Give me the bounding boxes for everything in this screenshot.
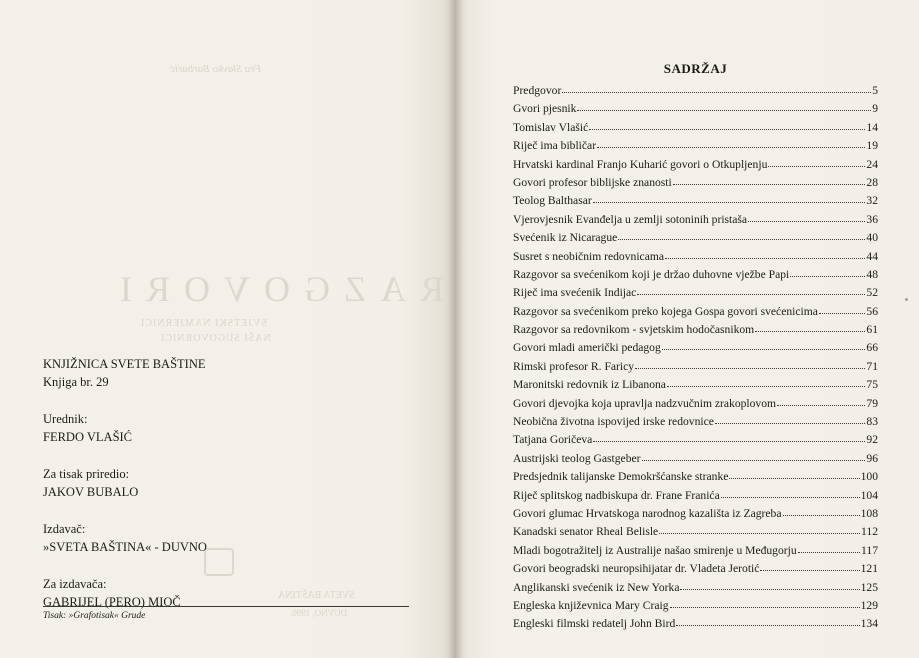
toc-entry (513, 487, 878, 505)
toc-entry-page: 125 (860, 580, 878, 594)
imprint-value: FERDO VLAŠIĆ (43, 430, 133, 444)
toc-entry-page: 100 (860, 470, 878, 484)
toc-list (513, 82, 878, 634)
toc-entry-page: 5 (872, 84, 878, 97)
toc-leader-dots (667, 376, 865, 387)
toc-leader-dots (562, 82, 871, 93)
toc-entry-title: Neobična životna ispovijed irske redovnice (513, 415, 714, 429)
toc-entry (513, 505, 878, 523)
toc-entry (513, 376, 878, 394)
toc-entry-title: Govori djevojka koja upravlja nadzvučnim zrakoplovom (513, 396, 777, 410)
toc-entry-title: Govori glumac Hrvatskoga narodnog kazališta iz Zagreba (513, 506, 782, 520)
toc-entry (513, 597, 878, 615)
toc-entry-page: 48 (866, 267, 878, 281)
toc-entry-page: 24 (866, 157, 878, 171)
toc-leader-dots (659, 523, 860, 534)
imprint-series (43, 355, 423, 391)
toc-entry (513, 560, 878, 578)
toc-entry (513, 615, 878, 633)
toc-leader-dots (798, 542, 860, 553)
toc-entry-title: Tomislav Vlašić (513, 120, 589, 134)
toc-entry-page: 9 (872, 102, 878, 116)
imprint-publisher (43, 520, 423, 556)
bleed-through-text: DUVNO, 1990. (290, 608, 348, 618)
toc-entry-title: Riječ ima svećenik Indijac (513, 286, 637, 300)
toc-entry (513, 266, 878, 284)
toc-leader-dots (790, 266, 865, 277)
toc-entry-title: Predgovor (513, 84, 562, 97)
toc-entry-title: Riječ ima bibličar (513, 139, 597, 153)
toc-entry (513, 211, 878, 229)
toc-leader-dots (673, 174, 866, 185)
toc-entry (513, 358, 878, 376)
toc-entry-title: Vjerovjesnik Evanđelja u zemlji sotoninih pristaša (513, 212, 748, 226)
table-of-contents (513, 60, 878, 634)
toc-leader-dots (589, 119, 865, 130)
toc-entry (513, 119, 878, 137)
toc-leader-dots (670, 597, 860, 608)
imprint-label: Urednik: (43, 412, 88, 426)
toc-entry-page: 104 (860, 488, 878, 502)
toc-leader-dots (593, 431, 865, 442)
toc-leader-dots (715, 413, 866, 424)
toc-entry-title: Tatjana Goričeva (513, 433, 593, 447)
toc-entry-title: Teolog Balthasar (513, 194, 592, 208)
toc-entry (513, 156, 878, 174)
toc-entry-page: 134 (860, 617, 878, 631)
toc-entry-title: Govori mladi američki pedagog (513, 341, 661, 355)
imprint-block (43, 355, 423, 630)
toc-entry (513, 100, 878, 118)
toc-entry (513, 137, 878, 155)
toc-entry-page: 75 (866, 378, 878, 392)
toc-leader-dots (635, 358, 865, 369)
toc-entry-title: Engleski filmski redatelj John Bird (513, 617, 676, 631)
toc-leader-dots (777, 395, 865, 406)
bleed-through-text: SVETA BAŠTINA (278, 590, 355, 601)
toc-leader-dots (783, 505, 860, 516)
toc-entry (513, 523, 878, 541)
toc-entry-page: 71 (866, 359, 878, 373)
imprint-label: Izdavač: (43, 522, 86, 536)
toc-entry (513, 579, 878, 597)
toc-entry (513, 174, 878, 192)
toc-leader-dots (665, 248, 865, 259)
toc-entry-title: Hrvatski kardinal Franjo Kuharić govori o Otkupljenju (513, 157, 768, 171)
toc-entry (513, 450, 878, 468)
toc-leader-dots (662, 339, 866, 350)
toc-entry-page: 112 (861, 525, 878, 539)
toc-entry (513, 229, 878, 247)
toc-leader-dots (755, 321, 865, 332)
toc-entry-page: 66 (866, 341, 878, 355)
toc-title: SADRŽAJ (663, 61, 728, 76)
imprint-value: »SVETA BAŠTINA« - DUVNO (43, 540, 207, 554)
printer-credit: Tisak: »Grafotisak« Grude (43, 611, 146, 621)
bleed-through-text: SVJETSKI NAMJERNICI (140, 318, 268, 329)
toc-entry-title: Razgovor sa redovnikom - svjetskim hodočasnikom (513, 323, 755, 337)
toc-entry (513, 542, 878, 560)
toc-entry-title: Mladi bogotražitelj iz Australije našao smirenje u Međugorju (513, 543, 797, 557)
bleed-through-title: RAZGOVORI (106, 269, 444, 309)
toc-entry (513, 248, 878, 266)
toc-leader-dots (597, 137, 865, 148)
toc-entry (513, 82, 878, 100)
toc-leader-dots (676, 615, 859, 626)
toc-entry-title: Kanadski senator Rheal Belisle (513, 525, 659, 539)
toc-leader-dots (577, 100, 871, 111)
toc-entry-page: 108 (860, 506, 878, 520)
toc-entry-page: 117 (861, 543, 878, 557)
toc-entry-page: 79 (866, 396, 878, 410)
toc-entry-page: 56 (866, 304, 878, 318)
toc-entry-title: Anglikanski svećenik iz New Yorka (513, 580, 680, 594)
imprint-value: Knjiga br. 29 (43, 375, 109, 389)
toc-entry-title: Rimski profesor R. Faricy (513, 359, 635, 373)
toc-entry-page: 61 (866, 323, 878, 337)
imprint-value: JAKOV BUBALO (43, 485, 139, 499)
toc-entry-page: 92 (866, 433, 878, 447)
toc-entry (513, 284, 878, 302)
toc-leader-dots (593, 192, 866, 203)
toc-leader-dots (748, 211, 865, 222)
toc-leader-dots (721, 487, 860, 498)
toc-entry-title: Razgovor sa svećenikom preko kojega Gospa govori svećenicima (513, 304, 818, 318)
toc-entry (513, 303, 878, 321)
bleed-through-text: Fra Slavko Barbarić (170, 63, 262, 75)
toc-entry-title: Gvori pjesnik (513, 102, 577, 116)
toc-entry (513, 339, 878, 357)
imprint-editor (43, 410, 423, 446)
toc-entry-title: Svećenik iz Nicarague (513, 231, 618, 245)
toc-entry-page: 52 (866, 286, 878, 300)
toc-entry-title: Engleska književnica Mary Craig (513, 598, 669, 612)
toc-entry-page: 83 (866, 415, 878, 429)
toc-leader-dots (760, 560, 859, 571)
toc-entry-title: Predsjednik talijanske Demokršćanske stranke (513, 470, 729, 484)
toc-entry-page: 44 (866, 249, 878, 263)
toc-leader-dots (768, 156, 865, 167)
toc-entry-page: 96 (866, 451, 878, 465)
toc-leader-dots (637, 284, 865, 295)
toc-entry-title: Riječ splitskog nadbiskupa dr. Frane Franića (513, 488, 720, 502)
toc-entry-title: Razgovor sa svećenikom koji je držao duhovne vježbe Papi (513, 267, 790, 281)
toc-entry-page: 121 (860, 562, 878, 576)
bleed-through-text: NAŠI SUGOVORNICI (160, 333, 271, 344)
toc-entry-page: 14 (866, 120, 878, 134)
toc-entry (513, 468, 878, 486)
toc-entry (513, 192, 878, 210)
toc-entry-title: Susret s neobičnim redovnicama (513, 249, 665, 263)
imprint-preparer (43, 465, 423, 501)
toc-entry-page: 28 (866, 175, 878, 189)
toc-entry-page: 19 (866, 139, 878, 153)
imprint-value: GABRIJEL (PERO) MIOČ (43, 595, 181, 609)
toc-entry (513, 413, 878, 431)
toc-leader-dots (642, 450, 866, 461)
toc-leader-dots (729, 468, 859, 479)
left-page (0, 0, 455, 658)
toc-leader-dots (680, 579, 859, 590)
imprint-label: Za tisak priredio: (43, 467, 130, 481)
toc-entry-page: 129 (860, 598, 878, 612)
toc-entry (513, 395, 878, 413)
toc-entry-page: 36 (866, 212, 878, 226)
toc-leader-dots (819, 303, 866, 314)
imprint-label: KNJIŽNICA SVETE BAŠTINE (43, 357, 206, 371)
toc-entry-title: Govori profesor biblijske znanosti (513, 175, 672, 189)
toc-entry-title: Govori beogradski neuropsihijatar dr. Vladeta Jerotić (513, 562, 760, 576)
toc-entry (513, 321, 878, 339)
toc-entry-page: 32 (866, 194, 878, 208)
toc-entry (513, 431, 878, 449)
toc-entry-title: Austrijski teolog Gastgeber (513, 451, 641, 465)
divider (43, 606, 409, 607)
imprint-label: Za izdavača: (43, 577, 107, 591)
toc-entry-title: Maronitski redovnik iz Libanona (513, 378, 666, 392)
paper-speck (905, 298, 908, 301)
book-gutter (447, 0, 463, 658)
toc-entry-page: 40 (866, 231, 878, 245)
toc-leader-dots (618, 229, 865, 240)
